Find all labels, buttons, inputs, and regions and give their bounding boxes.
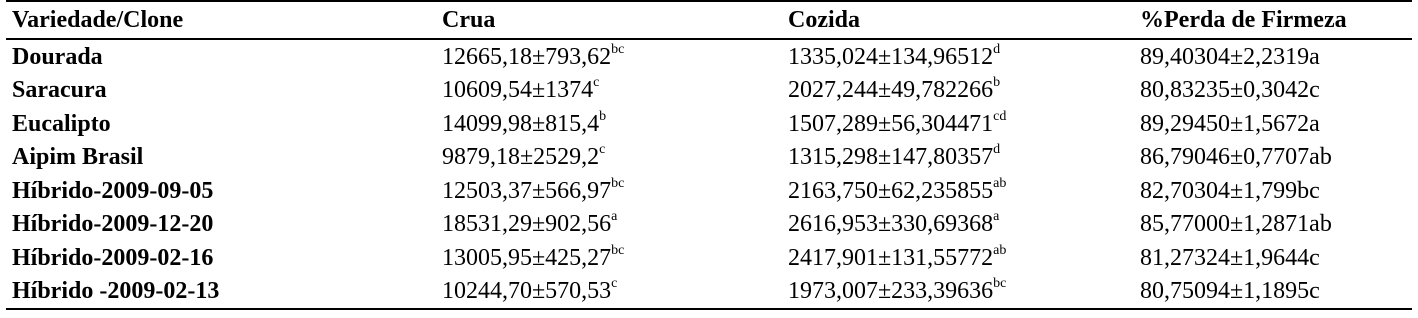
crua-cell: [436, 208, 782, 242]
cozida-cell: [782, 141, 1134, 175]
crua-value: 14099,98±815,4: [442, 110, 600, 137]
perda-cell: 80,83235±0,3042c: [1140, 77, 1320, 104]
cozida-cell: [782, 241, 1134, 275]
cozida-letter: a: [993, 209, 1000, 225]
crua-cell: [436, 74, 782, 108]
cozida-cell: [782, 208, 1134, 242]
cozida-letter: b: [993, 75, 1001, 91]
crua-cell: [436, 241, 782, 275]
crua-value: 13005,95±425,27: [442, 244, 612, 271]
cozida-value: 1315,298±147,80357: [788, 144, 994, 171]
cozida-value: 1507,289±56,304471: [788, 110, 994, 137]
variety-cell: Saracura: [12, 77, 107, 104]
cozida-letter: bc: [993, 276, 1007, 292]
crua-letter: a: [611, 209, 618, 225]
cozida-letter: ab: [993, 175, 1007, 191]
crua-letter: bc: [611, 242, 625, 258]
table-row: [6, 141, 1412, 175]
crua-value: 10244,70±570,53: [442, 278, 612, 305]
variety-cell: Híbrido-2009-09-05: [12, 177, 214, 204]
crua-value: 18531,29±902,56: [442, 211, 612, 238]
crua-cell: [436, 107, 782, 141]
perda-cell: 89,29450±1,5672a: [1140, 110, 1320, 137]
crua-value: 10609,54±1374: [442, 77, 594, 104]
cozida-cell: [782, 107, 1134, 141]
firmness-table-container: [6, 0, 1412, 310]
variety-cell: Híbrido -2009-02-13: [12, 278, 220, 305]
crua-cell: [436, 39, 782, 74]
table-row: [6, 208, 1412, 242]
cozida-value: 1973,007±233,39636: [788, 278, 994, 305]
variety-cell: Híbrido-2009-02-16: [12, 244, 214, 271]
crua-cell: [436, 141, 782, 175]
perda-cell: 85,77000±1,2871ab: [1140, 211, 1332, 238]
crua-letter: c: [593, 75, 600, 91]
variety-cell: Dourada: [12, 43, 103, 70]
crua-letter: c: [599, 142, 606, 158]
perda-cell: 89,40304±2,2319a: [1140, 43, 1320, 70]
table-header: [6, 1, 1412, 39]
table-row: [6, 275, 1412, 310]
cozida-letter: d: [993, 41, 1001, 57]
cozida-value: 2163,750±62,235855: [788, 177, 994, 204]
cozida-value: 2027,244±49,782266: [788, 77, 994, 104]
crua-letter: c: [611, 276, 618, 292]
crua-letter: bc: [611, 41, 625, 57]
cozida-value: 2616,953±330,69368: [788, 211, 994, 238]
crua-letter: bc: [611, 175, 625, 191]
variety-cell: Aipim Brasil: [12, 144, 144, 171]
perda-cell: 81,27324±1,9644c: [1140, 244, 1320, 271]
variety-cell: Híbrido-2009-12-20: [12, 211, 214, 238]
variety-cell: Eucalipto: [12, 110, 111, 137]
table-row: [6, 74, 1412, 108]
firmness-table: [6, 0, 1412, 310]
table-row: [6, 174, 1412, 208]
header-perda-firmeza: %Perda de Firmeza: [1140, 7, 1347, 33]
cozida-cell: [782, 74, 1134, 108]
cozida-value: 1335,024±134,96512: [788, 43, 994, 70]
crua-letter: b: [599, 108, 607, 124]
table-row: [6, 241, 1412, 275]
perda-cell: 80,75094±1,1895c: [1140, 278, 1320, 305]
perda-cell: 86,79046±0,7707ab: [1140, 144, 1332, 171]
table-row: [6, 39, 1412, 74]
cozida-cell: [782, 39, 1134, 74]
crua-value: 12665,18±793,62: [442, 43, 612, 70]
cozida-cell: [782, 275, 1134, 310]
cozida-letter: ab: [993, 242, 1007, 258]
cozida-letter: d: [993, 142, 1001, 158]
header-variety: Variedade/Clone: [12, 7, 184, 33]
header-row: [6, 1, 1412, 39]
crua-cell: [436, 275, 782, 310]
header-crua: Crua: [442, 7, 496, 33]
table-row: [6, 107, 1412, 141]
cozida-value: 2417,901±131,55772: [788, 244, 994, 271]
crua-value: 9879,18±2529,2: [442, 144, 600, 171]
header-cozida: Cozida: [788, 7, 860, 33]
crua-value: 12503,37±566,97: [442, 177, 612, 204]
crua-cell: [436, 174, 782, 208]
table-body: [6, 39, 1412, 309]
cozida-letter: cd: [993, 108, 1007, 124]
cozida-cell: [782, 174, 1134, 208]
perda-cell: 82,70304±1,799bc: [1140, 177, 1320, 204]
